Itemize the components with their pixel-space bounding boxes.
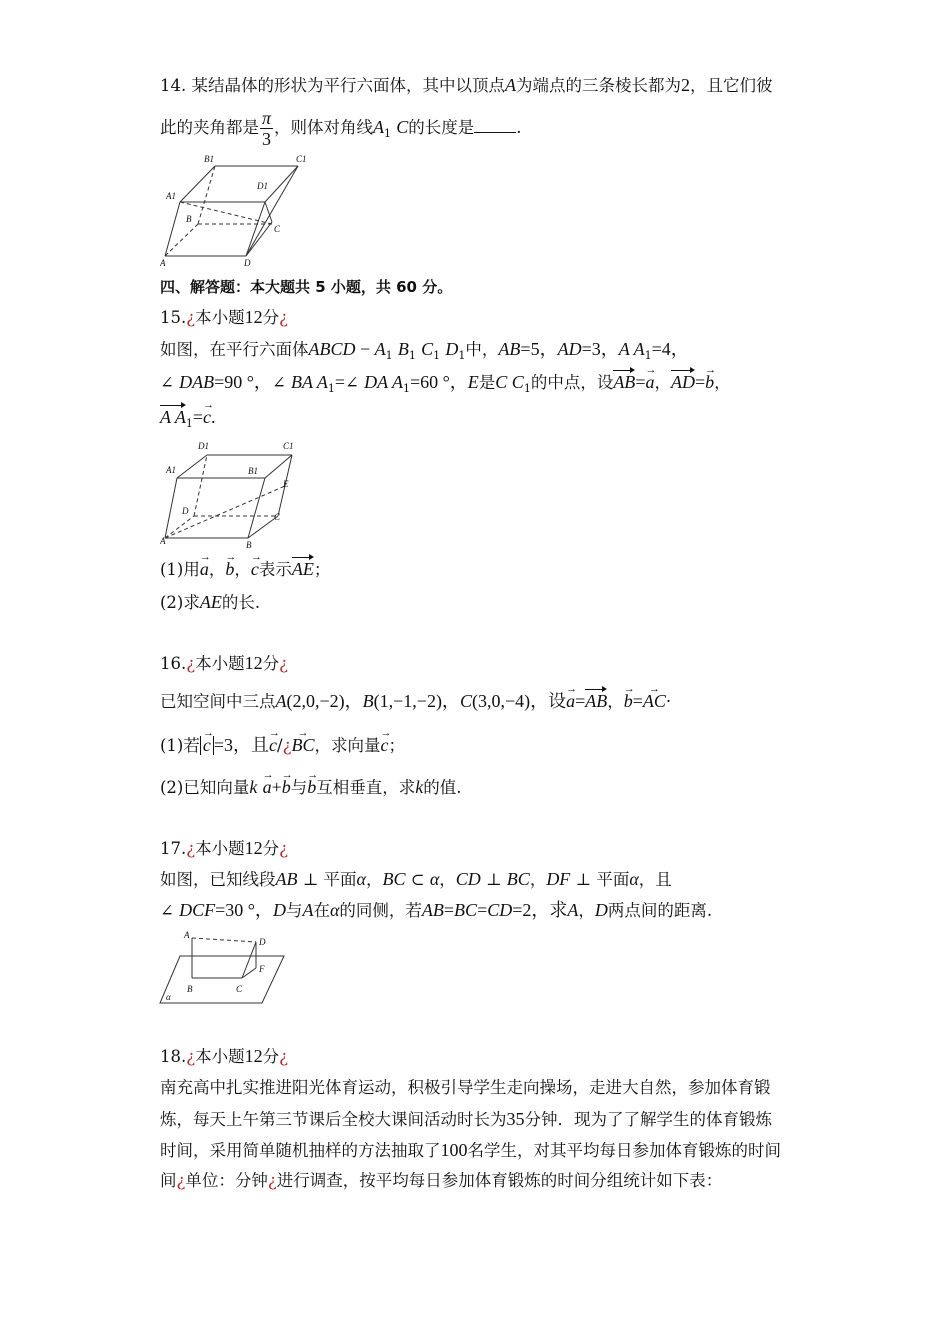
q15-header: 15.¿本小题12分¿ bbox=[160, 307, 288, 327]
q17-line-2: ∠ DCF=30 °，D与A在α的同侧，若AB=BC=CD=2，求A，D两点间的距离. bbox=[160, 900, 713, 920]
q18-line-3: 时间，采用简单随机抽样的方法抽取了100名学生，对其平均每日参加体育锻炼的时间 bbox=[160, 1140, 781, 1160]
q17-line-1: 如图，已知线段AB ⊥ 平面α，BC ⊂ α，CD ⊥ BC，DF ⊥ 平面α，且 bbox=[160, 869, 672, 889]
q14-line-2: 此的夹角都是 $\frac{\pi}{3}$ ，则体对角线$A_1$ C的长度是 . bbox=[160, 108, 522, 149]
hidden-edge bbox=[165, 516, 194, 538]
magnitude-bars: c → bbox=[200, 736, 214, 755]
label-B: B bbox=[186, 214, 192, 224]
q14-line-1: 14. 某结晶体的形状为平行六面体，其中以顶点A为端点的三条棱长都为2，且它们彼 bbox=[160, 75, 773, 95]
edge bbox=[248, 478, 265, 538]
label-A: A bbox=[184, 930, 190, 940]
label-D: D bbox=[182, 506, 189, 516]
edge bbox=[246, 222, 272, 256]
q15-part-2: (2)求AE的长. bbox=[160, 592, 261, 612]
label-alpha: α bbox=[166, 992, 171, 1002]
label-A1: A1 bbox=[166, 191, 176, 201]
label-C: C bbox=[274, 512, 281, 522]
label-D: D bbox=[244, 258, 251, 268]
edge bbox=[165, 202, 180, 256]
label-C1: C1 bbox=[296, 154, 307, 164]
q18-line-4: 间¿单位：分钟¿进行调查，按平均每日参加体育锻炼的时间分组统计如下表： bbox=[160, 1171, 723, 1190]
segment-AD bbox=[192, 938, 256, 942]
label-C: C bbox=[274, 224, 281, 234]
plane-alpha bbox=[160, 956, 284, 1003]
q16-header: 16.¿本小题12分¿ bbox=[160, 653, 288, 673]
edge bbox=[246, 166, 298, 256]
q16-part-1: (1)若 c → =3，且c →/¿BC →，求向量c →； bbox=[160, 734, 405, 757]
q16-line-1: 已知空间中三点A(2,0,−2)，B(1,−1,−2)，C(3,0,−4)，设a →=AB，b →=AC →· bbox=[160, 690, 671, 713]
label-B: B bbox=[187, 984, 193, 994]
label-F: F bbox=[259, 964, 265, 974]
q15-line-3: A $A_1=c$ →. bbox=[160, 406, 216, 435]
label-B1: B1 bbox=[204, 154, 214, 164]
label-D: D bbox=[259, 937, 266, 947]
parallelepiped-figure-15 bbox=[160, 438, 305, 550]
q16-part-2: (2)已知向量k a →+b →与b →互相垂直，求k的值. bbox=[160, 776, 462, 799]
edge bbox=[180, 166, 215, 202]
label-E: E bbox=[283, 479, 289, 489]
label-A: A bbox=[160, 258, 166, 268]
diagonal-A1C bbox=[180, 202, 272, 224]
q15-line-2: ∠ DAB=90 °，∠ BA $A_1=\angle$ DA $A_1=60$ °，E是C $C_1$的中点，设AB=a →，AD=b →， bbox=[160, 371, 731, 400]
q18-header: 18.¿本小题12分¿ bbox=[160, 1046, 288, 1066]
label-C1: C1 bbox=[283, 441, 294, 451]
plane-figure-17 bbox=[158, 928, 288, 1008]
q15-line-1: 如图，在平行六面体ABCD − $A_1$ $B_1$ $C_1$ $D_1$中，AB=5，AD=3，A $A_1=4$， bbox=[160, 339, 689, 362]
label-D1: D1 bbox=[257, 181, 268, 191]
q18-line-1: 南充高中扎实推进阳光体育运动，积极引导学生走向操场，走进大自然，参加体育锻 bbox=[160, 1078, 771, 1097]
q18-line-2: 炼，每天上午第三节课后全校大课间活动时长为35分钟．现为了了解学生的体育锻炼 bbox=[160, 1109, 772, 1129]
label-D1: D1 bbox=[198, 441, 209, 451]
label-B: B bbox=[246, 540, 252, 550]
q15-part-1: (1)用a →，b →，c →表示AE； bbox=[160, 558, 330, 581]
q17-header: 17.¿本小题12分¿ bbox=[160, 838, 288, 858]
hidden-edge bbox=[194, 455, 207, 516]
label-C: C bbox=[236, 984, 243, 994]
edge bbox=[265, 166, 298, 202]
edge bbox=[165, 478, 177, 538]
label-A1: A1 bbox=[166, 465, 176, 475]
pi-over-3-fraction: $\frac{\pi}{3}$ bbox=[262, 108, 272, 149]
label-B1: B1 bbox=[248, 466, 258, 476]
parallelepiped-figure-14 bbox=[160, 152, 310, 268]
label-A: A bbox=[160, 536, 166, 546]
answer-blank bbox=[474, 118, 516, 133]
section-heading: 四、解答题：本大题共 5 小题，共 60 分。 bbox=[160, 278, 453, 296]
